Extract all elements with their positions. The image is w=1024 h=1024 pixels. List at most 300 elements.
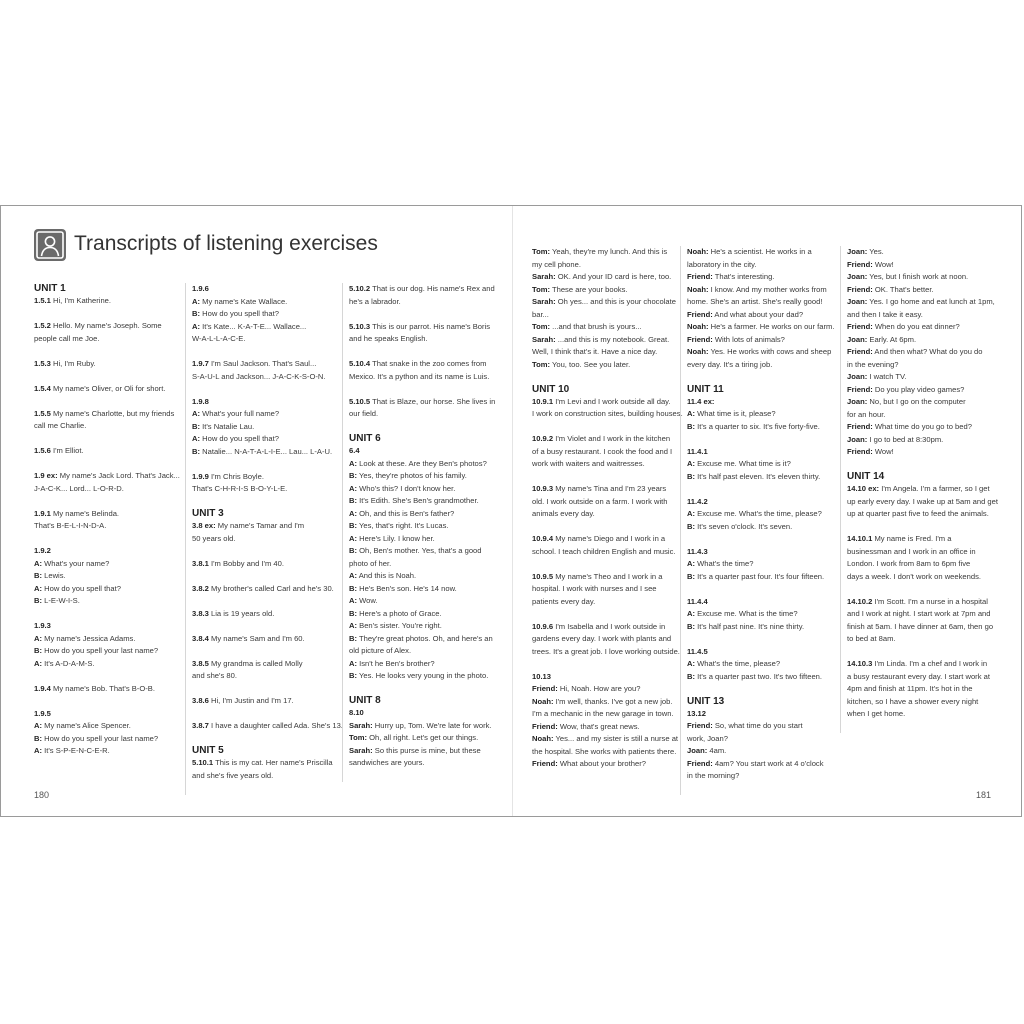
exercise-id: 14.10.2	[847, 596, 873, 606]
transcript-text: laboratory in the city.	[687, 259, 757, 269]
speaker-label: A:	[349, 458, 358, 468]
transcript-text: London. I work from 8am to 6pm five	[847, 559, 971, 568]
transcript-line	[847, 346, 999, 359]
speaker-label: Joan:	[847, 297, 868, 306]
transcript-line	[687, 259, 835, 272]
transcript-text: What's your full name?	[200, 409, 280, 418]
unit-heading: UNIT 6	[349, 433, 381, 444]
transcript-text: W-A-L-L-A-C-E.	[192, 334, 246, 343]
speaker-label: Friend:	[687, 758, 713, 768]
exercise-id: 3.8.6	[192, 696, 209, 705]
exercise-id: 10.9.1	[532, 396, 554, 406]
transcript-text: Mexico. It's a python and its name is Luis.	[349, 371, 490, 381]
transcript-text: kitchen, so I have a shower every night	[847, 696, 979, 706]
transcript-line	[687, 621, 835, 634]
exercise-id: 11.4.2	[687, 496, 708, 506]
transcript-line	[847, 633, 999, 646]
transcript-line	[349, 495, 499, 508]
exercise-id: 1.9.7	[192, 359, 209, 368]
speaker-label: Joan:	[847, 372, 868, 381]
transcript-line	[687, 770, 835, 783]
speaker-label: B:	[192, 309, 201, 318]
transcript-line	[847, 296, 999, 309]
transcript-line	[532, 696, 680, 709]
transcript-line	[349, 483, 499, 496]
transcript-line	[192, 446, 336, 459]
transcript-line	[687, 608, 835, 621]
transcript-entry	[847, 246, 999, 459]
transcript-line	[349, 707, 499, 720]
transcript-text: call me Charlie.	[34, 421, 87, 430]
speaker-label: Noah:	[687, 247, 709, 256]
transcript-text: My grandma is called Molly	[208, 658, 303, 668]
transcript-entry	[192, 583, 336, 596]
transcript-text: What about your brother?	[557, 759, 646, 768]
transcript-line	[192, 471, 336, 484]
transcript-line	[34, 333, 182, 346]
transcript-line	[34, 708, 182, 721]
transcript-line	[532, 396, 680, 409]
transcript-line	[349, 608, 499, 621]
transcript-column-3	[342, 283, 499, 782]
transcript-line	[192, 583, 336, 596]
transcript-text: And what about your dad?	[712, 309, 804, 319]
exercise-id: 14.10 ex:	[847, 484, 880, 493]
transcript-text: to bed at 8am.	[847, 634, 896, 643]
transcript-entry	[34, 358, 182, 371]
transcript-text: and I work at night. I start work at 7pm and	[847, 609, 991, 618]
transcript-entry	[192, 608, 336, 621]
exercise-id: 10.9.2	[532, 434, 554, 443]
transcript-line	[687, 396, 835, 409]
transcript-line	[532, 259, 680, 272]
transcript-entry	[532, 533, 680, 558]
transcript-text: When do you eat dinner?	[872, 322, 960, 331]
transcript-line	[192, 358, 336, 371]
transcript-text: I'm well, thanks. I've got a new job.	[553, 696, 673, 706]
transcript-entry	[687, 496, 835, 534]
transcript-line	[687, 446, 835, 459]
transcript-entry	[847, 533, 999, 583]
transcript-entry	[349, 321, 499, 346]
transcript-line	[34, 320, 182, 333]
transcript-text: home. She's an artist. She's really good!	[687, 297, 823, 306]
transcript-line	[349, 396, 499, 409]
transcript-text: and he speaks English.	[349, 334, 428, 343]
transcript-line	[532, 483, 680, 496]
speaker-label: B:	[34, 571, 43, 580]
exercise-id: 3.8.3	[192, 608, 209, 618]
transcript-text: photo of her.	[349, 558, 392, 568]
speaker-label: A:	[349, 571, 358, 580]
transcript-text: I'm Scott. I'm a nurse in a hospital	[872, 596, 988, 606]
transcript-line	[34, 520, 182, 533]
transcript-text: every day. It's a tiring job.	[687, 359, 773, 369]
transcript-text: our field.	[349, 409, 379, 418]
transcript-text: You, too. See you later.	[550, 359, 631, 369]
speaker-label: Tom:	[532, 359, 550, 369]
transcript-line	[687, 271, 835, 284]
exercise-id: 1.5.1	[34, 296, 51, 305]
transcript-text: Here's a photo of Grace.	[357, 608, 442, 618]
transcript-text: Yes, but I finish work at noon.	[867, 272, 969, 281]
transcript-text: animals every day.	[532, 509, 595, 518]
transcript-line	[847, 434, 999, 447]
transcript-line	[192, 421, 336, 434]
speaker-label: Joan:	[687, 746, 708, 755]
exercise-id: 11.4.3	[687, 546, 708, 556]
transcript-line	[687, 571, 835, 584]
transcript-text: My name's Kate Wallace.	[200, 296, 288, 306]
transcript-text: My name's Tina and I'm 23 years	[553, 484, 667, 493]
transcript-text: How do you spell that?	[42, 583, 121, 593]
transcript-line	[847, 421, 999, 434]
speaker-label: Friend:	[847, 347, 873, 356]
transcript-entry	[192, 757, 336, 782]
transcript-line	[34, 295, 182, 308]
page-title: Transcripts of listening exercises	[74, 232, 378, 255]
transcript-text: Oh, all right. Let's get our things.	[367, 733, 479, 742]
transcript-text: L-E-W-I-S.	[42, 596, 80, 605]
exercise-id: 14.10.1	[847, 534, 873, 543]
transcript-text: bar...	[532, 309, 549, 319]
transcript-entry	[687, 708, 835, 783]
transcript-line	[532, 408, 683, 421]
speaker-label: A:	[34, 721, 43, 730]
transcript-entry	[349, 396, 499, 421]
transcript-text: That's interesting.	[712, 272, 775, 281]
transcript-text: Hurry up, Tom. We're late for work.	[372, 720, 492, 730]
transcript-line	[349, 508, 499, 521]
speaker-label: Noah:	[687, 284, 709, 294]
transcript-line	[532, 508, 680, 521]
speaker-label: Tom:	[532, 284, 550, 294]
transcript-line	[34, 383, 182, 396]
speaker-label: Tom:	[532, 247, 550, 256]
transcript-text: 4am? You start work at 4 o'clock	[712, 758, 824, 768]
transcript-text: and then I take it easy.	[847, 309, 923, 319]
transcript-text: My name's Tamar and I'm	[215, 521, 305, 530]
exercise-id: 1.5.5	[34, 408, 51, 418]
transcript-line	[532, 621, 680, 634]
transcript-text: up at quarter past five to feed the animals.	[847, 509, 989, 518]
speaker-label: B:	[192, 446, 201, 456]
transcript-text: ...and that brush is yours...	[550, 322, 642, 331]
speaker-label: Friend:	[687, 309, 713, 319]
speaker-label: Joan:	[847, 247, 868, 256]
exercise-id: 5.10.5	[349, 396, 371, 406]
transcript-line	[847, 259, 999, 272]
transcript-column-6	[840, 246, 999, 733]
transcript-text: 4am.	[707, 746, 727, 755]
exercise-id: 13.12	[687, 708, 707, 718]
transcript-entry	[192, 358, 336, 383]
transcript-line	[532, 271, 680, 284]
speaker-label: A:	[349, 596, 358, 605]
transcript-line	[687, 733, 835, 746]
book-spread	[0, 205, 1022, 817]
transcript-line	[349, 558, 499, 571]
transcript-text: It's A-D-A-M-S.	[42, 658, 95, 668]
transcript-text: I'm Angela. I'm a farmer, so I get	[879, 484, 990, 493]
transcript-text: he's a labrador.	[349, 296, 401, 306]
transcript-line	[349, 570, 499, 583]
transcript-text: How do you spell your last name?	[42, 646, 159, 655]
transcript-line	[687, 720, 835, 733]
transcript-text: I'm Saul Jackson. That's Saul...	[208, 359, 317, 368]
transcript-text: 4pm and finish at 11pm. It's hot in the	[847, 684, 973, 693]
speaker-label: Joan:	[847, 334, 868, 344]
speaker-label: A:	[34, 583, 43, 593]
exercise-id: 1.9.4	[34, 683, 51, 693]
transcript-line	[349, 545, 499, 558]
transcript-text: Wow.	[357, 596, 378, 605]
transcript-entry	[349, 707, 499, 770]
speaker-label: B:	[687, 571, 696, 581]
transcript-line	[34, 620, 182, 633]
transcript-line	[532, 683, 680, 696]
speaker-label: B:	[687, 621, 696, 631]
transcript-text: With lots of animals?	[712, 334, 785, 344]
exercise-id: 1.9.8	[192, 396, 209, 406]
exercise-id: 14.10.3	[847, 659, 873, 668]
transcript-line	[847, 546, 999, 559]
transcript-line	[687, 346, 835, 359]
transcript-line	[847, 483, 999, 496]
exercise-id: 1.9.3	[34, 621, 51, 630]
transcript-entry	[192, 396, 336, 459]
transcript-line	[192, 558, 336, 571]
transcript-line	[847, 284, 999, 297]
transcript-text: Yes, they're photos of his family.	[357, 471, 467, 480]
transcript-line	[532, 533, 680, 546]
transcript-line	[532, 546, 680, 559]
transcript-line	[192, 396, 336, 409]
transcript-text: Oh, and this is Ben's father?	[357, 508, 455, 518]
unit-heading: UNIT 5	[192, 745, 224, 756]
speaker-label: Friend:	[687, 334, 713, 344]
transcript-entry	[34, 708, 182, 758]
speaker-label: Friend:	[687, 272, 713, 281]
transcript-text: Well, I think that's it. Have a nice day.	[532, 347, 658, 356]
transcript-text: My name's Oliver, or Oli for short.	[50, 383, 166, 393]
speaker-label: Friend:	[532, 759, 558, 768]
speaker-label: Sarah:	[532, 334, 556, 344]
exercise-id: 3.8.4	[192, 633, 209, 643]
transcript-text: What's your name?	[42, 558, 110, 568]
transcript-line	[847, 621, 999, 634]
transcript-text: Oh yes... and this is your chocolate	[555, 297, 676, 306]
transcript-text: I'm Linda. I'm a chef and I work in	[872, 659, 988, 668]
transcript-text: It's a quarter past four. It's four fifteen.	[695, 571, 825, 581]
transcript-line	[847, 683, 999, 696]
speaker-label: A:	[192, 409, 201, 418]
speaker-label: B:	[192, 421, 201, 431]
transcript-line	[847, 371, 999, 384]
transcript-text: I have a daughter called Ada. She's 13.	[208, 721, 343, 730]
transcript-line	[349, 633, 499, 646]
speaker-label: Tom:	[349, 733, 367, 742]
exercise-id: 6.4	[349, 446, 360, 455]
transcript-line	[532, 458, 680, 471]
transcript-line	[847, 596, 999, 609]
transcript-line	[349, 408, 499, 421]
speaker-label: A:	[349, 508, 358, 518]
transcript-line	[532, 633, 680, 646]
speaker-label: Noah:	[532, 696, 554, 706]
exercise-id: 1.5.3	[34, 358, 51, 368]
transcript-column-1	[34, 283, 182, 770]
speaker-label: A:	[687, 609, 696, 618]
transcript-text: hospital. I work with nurses and I see	[532, 584, 657, 593]
transcript-line	[349, 732, 499, 745]
transcript-line	[34, 583, 182, 596]
transcript-line	[687, 296, 835, 309]
transcript-text: What time do you go to bed?	[872, 422, 972, 431]
exercise-id: 11.4.1	[687, 446, 708, 456]
exercise-id: 5.10.1	[192, 758, 214, 767]
transcript-text: Excuse me. What time is it?	[695, 459, 791, 468]
transcript-line	[687, 309, 835, 322]
exercise-id: 5.10.4	[349, 359, 371, 368]
transcript-line	[34, 570, 182, 583]
transcript-text: Yes. He works with cows and sheep	[708, 347, 832, 356]
transcript-entry	[34, 620, 182, 670]
transcript-line	[687, 671, 835, 684]
transcript-text: My name is Fred. I'm a	[872, 534, 952, 543]
transcript-text: It's Kate... K-A-T-E... Wallace...	[200, 321, 307, 331]
transcript-text: Excuse me. What is the time?	[695, 609, 798, 618]
speaker-label: Friend:	[847, 322, 873, 331]
exercise-id: 3.8.5	[192, 658, 209, 668]
transcript-text: Excuse me. What's the time, please?	[695, 509, 822, 518]
transcript-line	[687, 408, 835, 421]
transcript-line	[687, 359, 835, 372]
transcript-text: So, what time do you start	[712, 721, 803, 730]
speaker-label: Sarah:	[349, 745, 373, 755]
transcript-text: I'm Isabella and I work outside in	[553, 621, 666, 631]
transcript-entry	[192, 471, 336, 496]
transcript-line	[34, 633, 182, 646]
speaker-label: A:	[34, 633, 43, 643]
transcript-text: It's S-P-E-N-C-E-R.	[42, 746, 110, 755]
transcript-text: Oh, Ben's mother. Yes, that's a good	[357, 546, 482, 555]
transcript-entry	[349, 283, 499, 308]
transcript-entry	[34, 408, 182, 433]
speaker-label: Noah:	[687, 347, 709, 356]
exercise-id: 11.4.5	[687, 646, 708, 656]
transcript-text: This is our parrot. His name's Boris	[370, 321, 491, 331]
transcript-text: I go to bed at 8:30pm.	[867, 434, 944, 444]
transcript-text: Hello. My name's Joseph. Some	[50, 321, 162, 330]
transcript-text: Isn't he Ben's brother?	[357, 658, 435, 668]
transcript-line	[847, 671, 999, 684]
transcript-entry	[192, 283, 336, 346]
transcript-entry	[349, 358, 499, 383]
speaker-label: Friend:	[687, 721, 713, 730]
transcript-text: Who's this? I don't know her.	[357, 483, 456, 493]
transcript-line	[34, 683, 182, 696]
transcript-text: Wow!	[872, 259, 894, 269]
transcript-text: Here's Lily. I know her.	[357, 533, 435, 543]
transcript-text: Yes, that's right. It's Lucas.	[357, 521, 449, 530]
transcript-line	[687, 284, 835, 297]
transcript-text: Hi, Noah. How are you?	[557, 684, 641, 693]
transcript-line	[349, 520, 499, 533]
transcript-text: my cell phone.	[532, 259, 581, 269]
transcript-line	[349, 720, 499, 733]
speaker-label: B:	[687, 471, 696, 481]
transcript-line	[192, 321, 336, 334]
transcript-line	[349, 757, 499, 770]
transcript-line	[687, 334, 835, 347]
transcript-line	[532, 583, 680, 596]
transcript-line	[532, 708, 680, 721]
transcript-line	[349, 321, 499, 334]
transcript-line	[192, 283, 336, 296]
person-icon	[34, 229, 66, 261]
transcript-entry	[34, 470, 182, 495]
transcript-text: He's a farmer. He works on our farm.	[708, 322, 835, 331]
speaker-label: Friend:	[847, 422, 873, 431]
speaker-label: B:	[349, 521, 358, 530]
transcript-line	[532, 296, 680, 309]
transcript-text: What's the time, please?	[695, 659, 781, 668]
transcript-text: finish at 5am. I have dinner at 6am, then go	[847, 621, 994, 631]
transcript-text: of a busy restaurant. I cook the food and I	[532, 446, 673, 456]
speaker-label: B:	[349, 546, 358, 555]
exercise-id: 11.4.4	[687, 596, 708, 606]
transcript-text: Ben's sister. You're right.	[357, 621, 442, 630]
transcript-line	[532, 346, 680, 359]
transcript-line	[847, 271, 999, 284]
transcript-line	[192, 658, 336, 671]
page-number-right: 181	[976, 790, 992, 800]
transcript-line	[687, 745, 835, 758]
transcript-line	[847, 309, 999, 322]
transcript-entry	[192, 720, 343, 733]
transcript-text: Yes... and my sister is still a nurse at	[553, 734, 679, 743]
transcript-line	[532, 446, 680, 459]
speaker-label: Sarah:	[532, 272, 556, 281]
transcript-text: and she's five years old.	[192, 770, 274, 780]
speaker-label: Friend:	[847, 384, 873, 394]
speaker-label: B:	[687, 521, 696, 531]
transcript-entry	[349, 445, 499, 683]
transcript-line	[192, 633, 336, 646]
transcript-text: It's Natalie Lau.	[200, 421, 255, 431]
exercise-id: 3.8.7	[192, 721, 209, 730]
speaker-label: A:	[34, 746, 43, 755]
transcript-entry	[192, 658, 336, 683]
transcript-entry	[532, 433, 680, 471]
exercise-id: 1.9.6	[192, 284, 209, 293]
transcript-line	[532, 671, 680, 684]
transcript-text: I watch TV.	[867, 372, 907, 381]
transcript-text: My name's Charlotte, but my friends	[50, 408, 175, 418]
transcript-text: Natalie... N-A-T-A-L-I-E... Lau... L-A-U.	[200, 446, 333, 456]
transcript-line	[34, 545, 182, 558]
transcript-line	[34, 483, 182, 496]
transcript-entry	[34, 545, 182, 608]
transcript-text: old. I work outside on a farm. I work with	[532, 496, 668, 506]
transcript-line	[349, 620, 499, 633]
transcript-text: work with waiters and waitresses.	[532, 459, 645, 468]
transcript-text: I know. And my mother works from	[708, 284, 827, 294]
transcript-text: Yes. He looks very young in the photo.	[357, 671, 489, 680]
transcript-entry	[192, 520, 336, 545]
speaker-label: Noah:	[687, 322, 709, 331]
